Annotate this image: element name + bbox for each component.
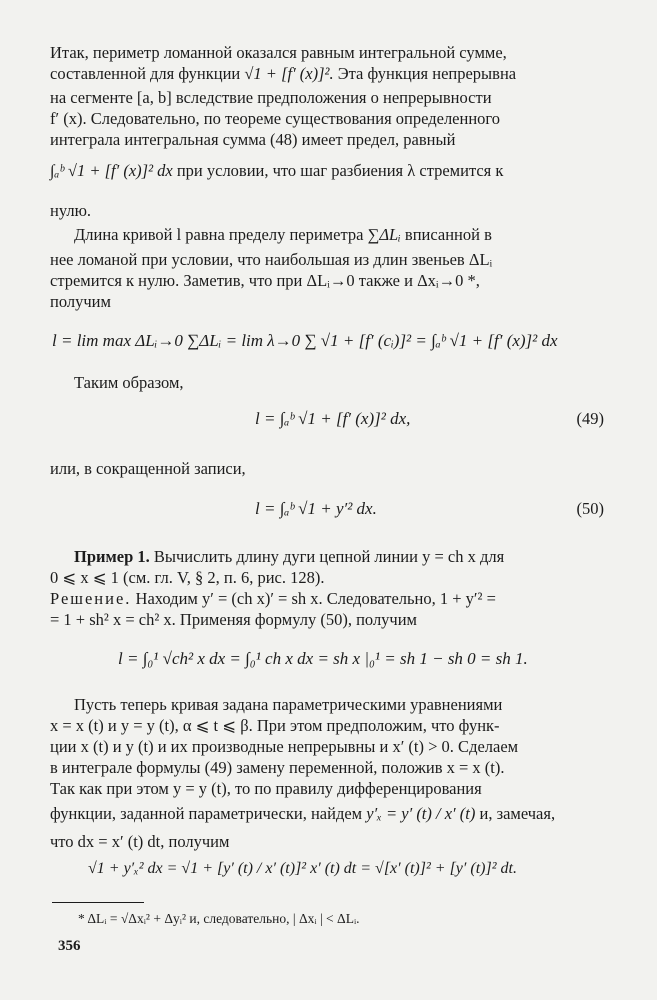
formula-integral-inline: ∫ₐᵇ √1 + [f′ (x)]² dx: [50, 161, 173, 180]
formula-sqrt-inline: √1 + [f′ (x)]².: [244, 64, 334, 83]
text-line: стремится к нулю. Заметив, что при ΔLᵢ→0 также и Δxᵢ→0 *,: [50, 271, 480, 290]
text-line: 0 ⩽ x ⩽ 1 (см. гл. V, § 2, п. 6, рис. 128).: [50, 568, 325, 587]
equation-limit: l = lim max ΔLᵢ→0 ∑ΔLᵢ = lim λ→0 ∑ √1 + [f′ (cᵢ)]² = ∫ₐᵇ √1 + [f′ (x)]² dx: [52, 331, 558, 350]
footnote-rule: [52, 902, 144, 903]
equation-number-49: (49): [576, 409, 604, 428]
text-line: [50, 546, 604, 567]
equation-example: l = ∫₀¹ √ch² x dx = ∫₀¹ ch x dx = sh x |₀¹ = sh 1 − sh 0 = sh 1.: [118, 649, 528, 668]
text-span: составленной для функции: [50, 64, 241, 83]
text-span: функции, заданной параметрически, найдем: [50, 804, 363, 823]
text-line: нее ломаной при условии, что наибольшая из длин звеньев ΔLᵢ: [50, 250, 493, 269]
text-line: [50, 799, 604, 831]
text-line: или, в сокращенной записи,: [50, 459, 246, 478]
formula-derivative: y′ₓ = y′ (t) / x′ (t): [366, 804, 476, 823]
text-span: Находим y′ = (ch x)′ = sh x. Следовательно, 1 + y′² =: [135, 589, 496, 608]
text-line: что dx = x′ (t) dt, получим: [50, 832, 230, 851]
text-line: Пусть теперь кривая задана параметрическими уравнениями: [74, 695, 503, 714]
paragraph-curve-length: [50, 224, 604, 312]
text-line: Итак, периметр ломанной оказался равным интегральной сумме,: [50, 43, 507, 62]
text-line: [50, 224, 604, 249]
text-line: = 1 + sh² x = ch² x. Применяя формулу (50), получим: [50, 610, 417, 629]
paragraph-perimeter: [50, 42, 604, 221]
example-label: Пример 1.: [74, 547, 150, 566]
equation-50: l = ∫ₐᵇ √1 + y′² dx.: [255, 499, 377, 518]
text-span: и, замечая,: [479, 804, 556, 823]
footnote: * ΔLᵢ = √Δxᵢ² + Δyᵢ² и, следовательно, | Δxᵢ | < ΔLᵢ.: [78, 911, 360, 926]
text-span: Эта функция непрерывна: [337, 64, 517, 83]
page-number: 356: [58, 938, 81, 954]
paragraph-parametric: [50, 694, 604, 852]
text-span: вписанной в: [404, 225, 492, 244]
text-line: [50, 63, 604, 87]
text-line: в интеграле формулы (49) замену переменной, положив x = x (t).: [50, 758, 505, 777]
text-span: Длина кривой l равна пределу периметра: [74, 225, 364, 244]
text-line: нулю.: [50, 201, 92, 220]
text-line: получим: [50, 292, 111, 311]
solution-label: Решение.: [50, 589, 132, 608]
text-line: на сегменте [a, b] вследствие предположения о непрерывности: [50, 88, 492, 107]
equation-49: l = ∫ₐᵇ √1 + [f′ (x)]² dx,: [255, 409, 411, 428]
text-line: Таким образом,: [74, 373, 184, 392]
text-line: Так как при этом y = y (t), то по правилу дифференцирования: [50, 779, 482, 798]
equation-parametric: √1 + y′ₓ² dx = √1 + [y′ (t) / x′ (t)]² x′ (t) dt = √[x′ (t)]² + [y′ (t)]² dt.: [88, 860, 517, 877]
text-line: интеграла интегральная сумма (48) имеет предел, равный: [50, 130, 456, 149]
example-block: [50, 546, 604, 630]
text-line: [50, 588, 604, 609]
text-line: ции x (t) и y (t) и их производные непрерывны и x′ (t) > 0. Сделаем: [50, 737, 519, 756]
formula-sum-inline: ∑ΔLᵢ: [367, 225, 401, 244]
text-line: x = x (t) и y = y (t), α ⩽ t ⩽ β. При этом предположим, что функ-: [50, 716, 500, 735]
text-line: f′ (x). Следовательно, по теореме существования определенного: [50, 109, 501, 128]
text-span: при условии, что шаг разбиения λ стремится к: [176, 161, 504, 180]
equation-number-50: (50): [576, 499, 604, 518]
text-line: [50, 150, 604, 194]
text-span: Вычислить длину дуги цепной линии y = ch x для: [153, 547, 505, 566]
